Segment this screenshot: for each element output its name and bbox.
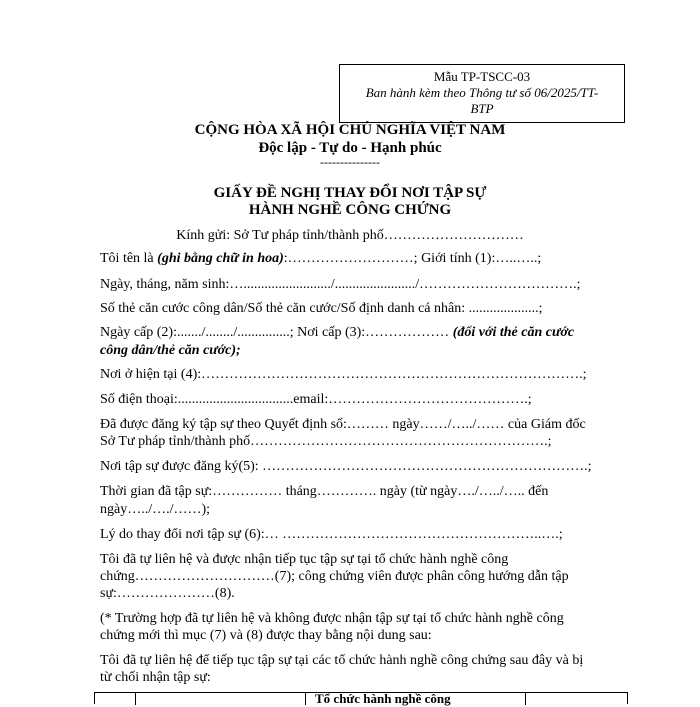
registration-line2: Sở Tư pháp tỉnh/thành phố……………………………………………………….;: [100, 434, 552, 449]
reason-field: Lý do thay đổi nơi tập sự (6):… ………………………………………………..….;: [100, 527, 563, 542]
form-issued-line1: Ban hành kèm theo Thông tư số 06/2025/TT-: [365, 85, 599, 100]
case-note-line1: (* Trường hợp đã tự liên hệ và không được nhận tập sự tại tổ chức hành nghề công: [100, 611, 564, 626]
issue-field: Ngày cấp (2):......./......../...............; Nơi cấp (3):……………… (đối với thẻ căn cước: [100, 325, 575, 340]
registration-line1: Đã được đăng ký tập sự theo Quyết định số:……… ngày……/…../…… của Giám đốc: [100, 417, 586, 432]
form-code: Mẫu TP-TSCC-03: [433, 69, 531, 84]
name-note: (ghi bằng chữ in hoa): [157, 251, 284, 266]
id-number-field: Số thẻ căn cước công dân/Số thẻ căn cước/Số định danh cá nhân: ....................;: [100, 301, 543, 316]
contact-line3: sự:…………………(8).: [100, 586, 235, 601]
name-field: Tôi tên là (ghi bằng chữ in hoa):………………………; Giới tính (1):…..…..;: [100, 251, 542, 266]
duration-line2: ngày…../…./……);: [100, 502, 211, 517]
addressee: Kính gửi: Sở Tư pháp tỉnh/thành phố…………………………: [176, 228, 524, 243]
document-title-line2: HÀNH NGHỀ CÔNG CHỨNG: [248, 202, 452, 218]
header-divider: ---------------: [320, 155, 380, 169]
refusal-table: [94, 692, 628, 704]
form-code-box: [339, 64, 625, 123]
table-header-partial: Tổ chức hành nghề công: [315, 691, 451, 706]
duration-line1: Thời gian đã tập sự:…………… tháng…………. ngày (từ ngày…./…../….. đến: [100, 484, 549, 499]
motto: Độc lập - Tự do - Hạnh phúc: [258, 140, 442, 156]
table-column-divider: [305, 693, 306, 705]
form-issued-line2: BTP: [470, 101, 494, 116]
issue-note: (đối với thẻ căn cước: [452, 325, 575, 340]
practice-place-field: Nơi tập sự được đăng ký(5): …………………………………………………………….;: [100, 459, 592, 474]
table-column-divider: [135, 693, 136, 705]
refused-line1: Tôi đã tự liên hệ để tiếp tục tập sự tại các tổ chức hành nghề công chứng sau đây và bị: [100, 653, 584, 668]
document-title-line1: GIẤY ĐỀ NGHỊ THAY ĐỔI NƠI TẬP SỰ: [213, 185, 487, 201]
residence-field: Nơi ở hiện tại (4):……………………………………………………………………….;: [100, 367, 587, 382]
phone-email-field: Số điện thoại:.................................email:…………………………………….;: [100, 392, 532, 407]
contact-line1: Tôi đã tự liên hệ và được nhận tiếp tục tập sự tại tổ chức hành nghề công: [100, 552, 509, 567]
dob-field: Ngày, tháng, năm sinh:…........................./......................./…………………………….;: [100, 277, 581, 292]
table-column-divider: [525, 693, 526, 705]
contact-line2: chứng…………………………(7); công chứng viên được phân công hướng dẫn tập: [100, 569, 569, 584]
refused-line2: từ chối nhận tập sự:: [100, 670, 211, 685]
case-note-line2: chứng mới thì mục (7) và (8) được thay bằng nội dung sau:: [100, 628, 432, 643]
issue-note-line2: công dân/thẻ căn cước);: [100, 343, 241, 358]
country-header: CỘNG HÒA XÃ HỘI CHỦ NGHĨA VIỆT NAM: [194, 122, 506, 138]
